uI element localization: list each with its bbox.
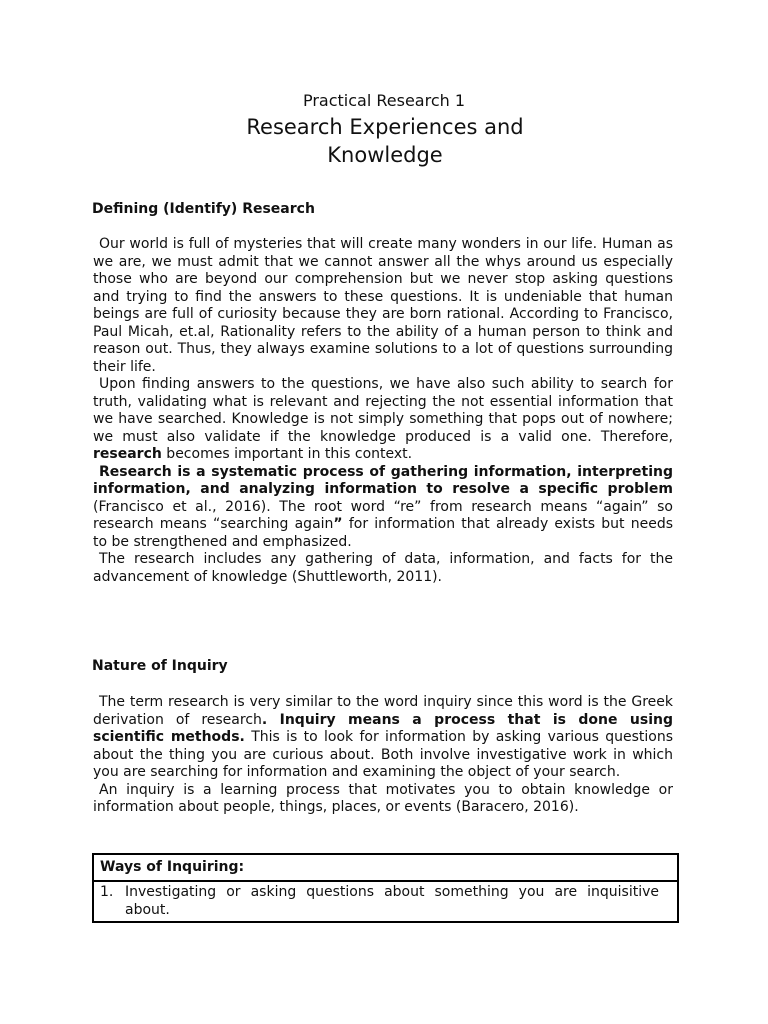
paragraph: An inquiry is a learning process that motivates you to obtain knowledge or information about people, things, places, or events (Baracero, 2016). — [93, 781, 673, 815]
paragraph: The term research is very similar to the word inquiry since this word is the Greek derivation of research. Inquiry means a process that is done using scientific methods. This is to look for information by asking various questions about the thing you are curious about. Both involve investigative work in which you are searching for information and examining the object of your search. — [93, 694, 674, 780]
paragraph: Upon finding answers to the questions, we have also such ability to search for truth, validating what is relevant and rejecting the not essential information that we have searched. Knowledge is not simply something that pops out of nowhere; we must also validate if the knowledge produced is a valid one. Therefore, research becomes important in this context. — [93, 376, 673, 462]
page-title: Research Experiences and Knowledge — [246, 115, 524, 167]
section-defining-research-body — [93, 236, 673, 586]
ways-of-inquiring-table — [92, 853, 679, 923]
paragraph: Research is a systematic process of gathering information, interpreting information, and analyzing information to resolve a specific problem (Francisco et al., 2016). The root word “re” from research means “again” so research means “searching again” for information that already exists but needs to be strengthened and emphasized. — [93, 463, 674, 550]
section-nature-of-inquiry-body — [93, 694, 673, 817]
list-number: 1. — [100, 884, 114, 900]
ways-table-heading: Ways of Inquiring: — [94, 855, 677, 882]
paragraph: Our world is full of mysteries that will create many wonders in our life. Human as we are, we must admit that we cannot answer all the whys around us especially those who are beyond our comprehension but we never stop asking questions and trying to find the answers to these questions. It is undeniable that human beings are full of curiosity because they are born rational. According to Francisco, Paul Micah, et.al, Rationality refers to the ability of a human person to think and reason out. Thus, they always examine solutions to a lot of questions surrounding their life. — [93, 236, 673, 375]
section-heading-defining-research: Defining (Identify) Research — [92, 201, 315, 217]
paragraph: The research includes any gathering of data, information, and facts for the advancement of knowledge (Shuttleworth, 2011). — [93, 551, 673, 585]
ways-table-row — [94, 882, 677, 921]
list-item-text: Investigating or asking questions about something you are inquisitive about. — [125, 884, 659, 918]
section-heading-nature-of-inquiry: Nature of Inquiry — [92, 658, 228, 674]
course-title: Practical Research 1 — [302, 91, 466, 110]
